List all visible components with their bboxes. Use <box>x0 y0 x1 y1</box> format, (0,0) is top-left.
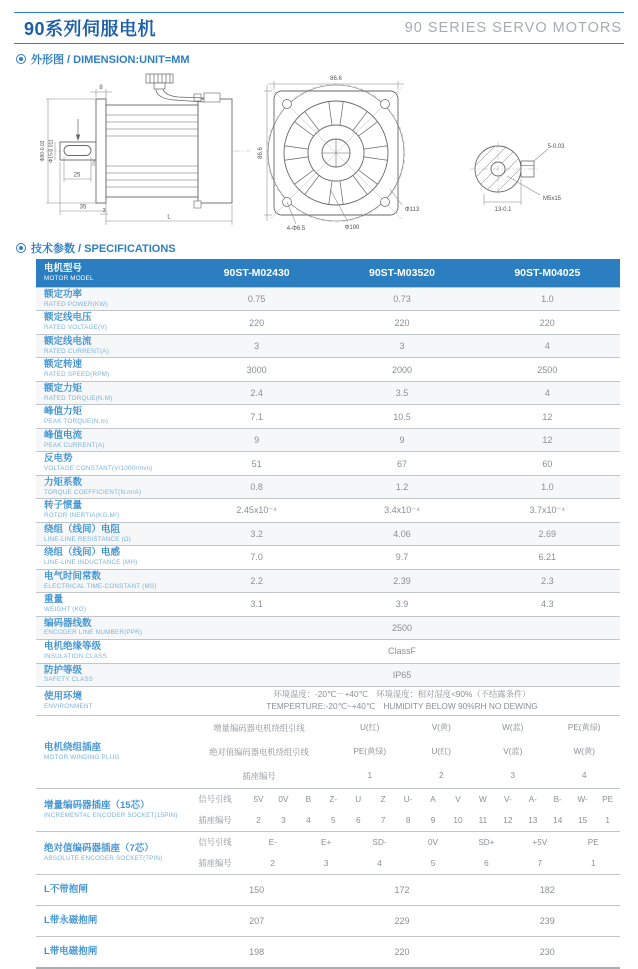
winding-row-label: 绝对值编码器电机绕组引线 <box>209 746 309 757</box>
row-label-en: MOTOR WINDING PLUG <box>44 753 120 761</box>
row-label-cn: 电机绕组插座 <box>44 741 102 753</box>
row-label-en: ABSOLUTE ENCODER SOCKET(7PIN) <box>44 854 163 862</box>
incremental-encoder-row-label: 插座编号 <box>198 815 232 826</box>
row-label-cn: 绕组（线间）电阻 <box>44 523 121 535</box>
row-label-en: LINE-LINE INDUCTANCE (MH) <box>44 559 138 567</box>
incremental-encoder-label <box>36 789 184 831</box>
spec-row <box>36 287 620 310</box>
spec-span-value: IP65 <box>392 669 412 680</box>
row-label <box>36 311 184 333</box>
incremental-encoder-value: W- <box>577 794 588 804</box>
spec-value: 7.1 <box>250 411 263 422</box>
row-label <box>36 523 184 545</box>
incremental-encoder-value: A <box>430 794 436 804</box>
spec-value: 2.3 <box>541 575 554 586</box>
absolute-encoder-row-label: 插座编号 <box>198 858 232 869</box>
model-name: 90ST-M02430 <box>223 267 290 279</box>
incremental-encoder-value: 3 <box>281 815 286 825</box>
winding-value: 2 <box>438 771 444 781</box>
absolute-encoder-value: 1 <box>590 858 596 868</box>
absolute-encoder-value: 3 <box>323 858 329 868</box>
row-label-en: ROTOR INERTIA(KG.M²) <box>44 512 120 520</box>
winding-row <box>184 740 620 764</box>
spec-span-row <box>36 616 620 639</box>
winding-row-label: 插座编号 <box>242 770 276 781</box>
spec-value: 0.75 <box>247 294 266 305</box>
model-name: 90ST-M04025 <box>514 267 581 279</box>
winding-row <box>184 716 620 740</box>
spec-table-header <box>36 259 620 287</box>
absolute-encoder-value: SD+ <box>478 837 495 847</box>
length-value: 230 <box>539 946 555 957</box>
spec-value: 60 <box>542 458 553 469</box>
winding-value: PE(黄绿) <box>567 723 601 733</box>
row-label-cn: 反电势 <box>44 453 73 465</box>
row-label-en: INSULATION CLASS <box>44 652 107 660</box>
spec-value: 7.0 <box>250 552 263 563</box>
spec-value: 9 <box>399 435 405 446</box>
incremental-encoder-value: PE <box>602 794 614 804</box>
incremental-encoder-value: 6 <box>355 815 361 825</box>
row-label-cn: 重量 <box>44 594 64 606</box>
winding-value: 4 <box>581 771 587 781</box>
incremental-encoder-value: 14 <box>553 815 563 825</box>
length-value: 172 <box>394 884 410 895</box>
winding-row-label: 增量编码器电机绕组引线 <box>213 722 305 733</box>
row-label <box>36 429 184 451</box>
row-label-cn: 绝对值编码器插座（7芯） <box>44 842 154 854</box>
row-label-en: WEIGHT (KG) <box>44 606 87 614</box>
dim-label-3a: 3 <box>91 159 96 166</box>
row-label-en: RATED SPEED(RPM) <box>44 371 110 379</box>
spec-value: 0.8 <box>250 481 263 492</box>
length-value: 229 <box>394 915 410 926</box>
spec-row <box>36 381 620 404</box>
spec-value: 12 <box>542 411 553 422</box>
row-label-en: RATED VOLTAGE(V) <box>44 324 108 332</box>
specs-heading-text: 技术参数 / SPECIFICATIONS <box>31 243 176 255</box>
spec-span-value: 2500 <box>391 622 413 633</box>
spec-row <box>36 569 620 592</box>
absolute-encoder-block <box>36 831 620 874</box>
row-label <box>36 570 184 592</box>
spec-value: 2.45x10⁻⁴ <box>236 504 277 515</box>
length-row-label <box>36 875 184 905</box>
row-label-cn: 电机绝缘等级 <box>44 641 102 653</box>
length-row <box>36 905 620 936</box>
dimension-diagram <box>18 69 624 233</box>
spec-row <box>36 404 620 427</box>
dim-label-25: 25 <box>73 172 81 179</box>
spec-value: 1.2 <box>395 481 409 492</box>
row-label <box>36 593 184 615</box>
spec-value: 2500 <box>537 364 558 375</box>
absolute-encoder-value: 6 <box>484 858 489 868</box>
spec-row <box>36 357 620 380</box>
row-label <box>36 382 184 404</box>
row-label <box>36 452 184 474</box>
row-label-en: ELECTRICAL TIME-CONSTANT (MS) <box>44 582 157 590</box>
spec-value: 3.1 <box>250 599 263 610</box>
environment-line-en: TEMPERTURE:-20℃~+40℃ HUMIDITY BELOW 90%RH NO DEWING <box>266 700 538 711</box>
row-label-cn: 额定转速 <box>44 359 83 371</box>
row-label <box>36 476 184 498</box>
spec-value: 220 <box>394 317 410 328</box>
spec-span-value: ClassF <box>387 646 416 657</box>
masthead <box>14 13 624 43</box>
motor-drawing <box>18 69 618 233</box>
masthead-rule <box>14 43 624 44</box>
row-label <box>36 499 184 521</box>
incremental-encoder-value: 13 <box>528 815 538 825</box>
row-label-cn: 使用环境 <box>44 690 83 702</box>
length-value: 182 <box>539 884 555 895</box>
spec-value: 2.2 <box>250 575 263 586</box>
spec-row <box>36 592 620 615</box>
winding-row <box>184 764 620 788</box>
dim-label-front-width: 86.6 <box>330 76 342 82</box>
row-label <box>36 640 184 662</box>
winding-value: U(红) <box>359 723 380 733</box>
absolute-encoder-row <box>184 853 620 874</box>
spec-span-row <box>36 663 620 686</box>
spec-value: 3 <box>399 341 405 352</box>
spec-value: 4 <box>544 388 550 399</box>
spec-value: 3 <box>254 341 260 352</box>
spec-value: 3.4x10⁻⁴ <box>384 504 420 515</box>
row-label-en: INCREMENTAL ENCODER SOCKET(15PIN) <box>44 811 178 819</box>
incremental-encoder-value: 5 <box>331 815 336 825</box>
spec-value: 12 <box>542 435 553 446</box>
spec-value: 3.2 <box>250 528 263 539</box>
incremental-encoder-row-label: 信号引线 <box>198 794 232 805</box>
dim-label-flange-dia: Φ80-0.03 <box>40 140 46 162</box>
spec-value: 4 <box>544 341 550 352</box>
dimension-heading-text: 外形图 / DIMENSION:UNIT=MM <box>31 54 190 66</box>
row-label-cn: 增量编码器插座（15芯） <box>44 799 150 811</box>
winding-value: V(蓝) <box>503 747 523 757</box>
row-label-cn: 额定力矩 <box>44 382 83 394</box>
absolute-encoder-value: SD- <box>372 837 387 847</box>
dim-label-outer-dia: Φ113 <box>404 207 420 213</box>
row-label-cn: 绕组（线间）电感 <box>44 547 121 559</box>
winding-value: W(蓝) <box>502 723 524 733</box>
row-label-cn: L不带抱闸 <box>44 883 88 895</box>
length-row <box>36 936 620 967</box>
row-label-en: ENVIRONMENT <box>44 702 93 710</box>
dim-label-bolt-circle: Φ100 <box>344 225 360 231</box>
dim-label-key-width: 5-0.03 <box>547 144 565 150</box>
incremental-encoder-value: 8 <box>405 815 411 825</box>
row-label-cn: 电气时间常数 <box>44 570 102 582</box>
spec-value: 6.21 <box>538 552 557 563</box>
dim-label-thread: M5x15 <box>542 196 562 202</box>
row-label-en: TORQUE COEFFICIENT(N.m/A) <box>44 488 142 496</box>
dim-label-shaft-dia: Φ15-0.011 <box>48 139 55 163</box>
spec-row <box>36 498 620 521</box>
row-label-en: SAFETY CLASS <box>44 676 94 684</box>
incremental-encoder-value: U- <box>403 794 413 804</box>
winding-value: W(黄) <box>573 747 595 757</box>
row-label-cn: 力矩系数 <box>44 476 83 488</box>
absolute-encoder-value: E+ <box>321 837 332 847</box>
incremental-encoder-value: A- <box>528 794 537 804</box>
incremental-encoder-value: 2 <box>256 815 261 825</box>
shaft-detail <box>464 131 538 205</box>
row-label-cn: 防护等级 <box>44 664 83 676</box>
incremental-encoder-value: 4 <box>306 815 311 825</box>
absolute-encoder-value: 7 <box>537 858 543 868</box>
incremental-encoder-value: 1 <box>605 815 610 825</box>
incremental-encoder-value: 5V <box>253 794 264 804</box>
page-title-en: 90 SERIES SERVO MOTORS <box>404 20 622 36</box>
incremental-encoder-value: W <box>479 794 487 804</box>
row-label <box>36 664 184 686</box>
incremental-encoder-value: B- <box>553 794 562 804</box>
page-title: 90系列伺服电机 <box>24 19 157 39</box>
dim-label-front-height: 86.6 <box>258 147 264 159</box>
incremental-encoder-value: V- <box>503 794 512 804</box>
row-label-en: PEAK CURRENT(A) <box>44 441 105 449</box>
spec-value: 0.73 <box>393 294 411 305</box>
spec-value: 3.7x10⁻⁴ <box>529 504 566 515</box>
incremental-encoder-value: U <box>355 794 362 804</box>
spec-value: 2.4 <box>250 388 263 399</box>
incremental-encoder-value: 9 <box>430 815 436 825</box>
absolute-encoder-value: 2 <box>270 858 275 868</box>
environment-values <box>184 687 620 715</box>
incremental-encoder-value: 10 <box>453 815 463 825</box>
length-value: 198 <box>249 946 265 957</box>
spec-row <box>36 334 620 357</box>
environment-row <box>36 686 620 715</box>
incremental-encoder-block <box>36 788 620 831</box>
spec-row <box>36 522 620 545</box>
row-label-en: PEAK TORQUE(N.m) <box>44 418 109 426</box>
row-label <box>36 288 184 310</box>
spec-value: 3000 <box>246 364 267 375</box>
spec-row <box>36 451 620 474</box>
absolute-encoder-value: 4 <box>377 858 382 868</box>
incremental-encoder-row <box>184 789 620 810</box>
spec-value: 67 <box>396 458 407 469</box>
front-view <box>267 84 405 222</box>
row-label-cn: 峰值电流 <box>44 429 83 441</box>
incremental-encoder-value: V <box>455 794 461 804</box>
row-label-cn: 额定功率 <box>44 289 83 300</box>
row-label-en: VOLTAGE CONSTANT(V/1000r/min) <box>44 465 153 473</box>
spec-value: 9.7 <box>395 552 409 563</box>
incremental-encoder-value: 15 <box>578 815 588 825</box>
row-label <box>36 405 184 427</box>
environment-line-cn: 环境温度：-20℃－+40℃ 环境湿度：相对湿度<90%（不结露条件） <box>273 689 531 700</box>
dim-label-3b: 3 <box>102 208 106 214</box>
dim-label-35: 35 <box>79 204 87 211</box>
absolute-encoder-value: 5 <box>430 858 436 868</box>
incremental-encoder-value: Z <box>380 794 386 804</box>
dim-label-L: L <box>167 214 171 221</box>
spec-value: 51 <box>251 458 262 469</box>
section-bullet-icon <box>16 54 26 64</box>
spec-value: 4.3 <box>541 599 554 610</box>
absolute-encoder-value: 0V <box>427 837 438 847</box>
incremental-encoder-row <box>184 810 620 831</box>
absolute-encoder-value: PE <box>587 837 599 847</box>
spec-value: 4.06 <box>393 528 411 539</box>
row-label-en: LINE-LINE RESISTANCE (Ω) <box>44 535 132 543</box>
incremental-encoder-rows <box>184 789 620 831</box>
length-value: 150 <box>249 884 265 895</box>
row-label-cn: 编码器线数 <box>44 617 92 629</box>
incremental-encoder-value: 0V <box>278 794 289 804</box>
winding-value: PE(黄绿) <box>353 747 387 757</box>
row-label-cn: L带电磁抱闸 <box>44 945 98 957</box>
spec-row <box>36 545 620 568</box>
spec-value: 1.0 <box>541 481 554 492</box>
absolute-encoder-label <box>36 832 184 874</box>
spec-value: 220 <box>249 317 265 328</box>
specs-section-heading <box>16 240 624 256</box>
spec-row <box>36 428 620 451</box>
side-view <box>46 74 250 208</box>
row-label-en: MOTOR MODEL <box>44 274 94 282</box>
incremental-encoder-value: Z- <box>329 794 338 804</box>
row-label-en: RATED CURRENT(A) <box>44 347 110 355</box>
row-label-en: ENCODER LINE NUMBER(PPR) <box>44 629 143 637</box>
length-value: 220 <box>394 946 410 957</box>
spec-value: 3.5 <box>395 388 409 399</box>
spec-value: 10.5 <box>393 411 411 422</box>
absolute-encoder-value: +5V <box>532 837 548 847</box>
spec-value: 2.39 <box>393 575 411 586</box>
length-row-label <box>36 937 184 967</box>
row-label-cn: 峰值力矩 <box>44 406 83 418</box>
incremental-encoder-value: 12 <box>503 815 513 825</box>
incremental-encoder-value: 11 <box>478 815 488 825</box>
spec-value: 2.69 <box>538 528 557 539</box>
winding-rows <box>184 716 620 788</box>
spec-value: 3.9 <box>395 599 409 610</box>
winding-value: V(黄) <box>431 723 451 733</box>
length-row-label <box>36 906 184 936</box>
absolute-encoder-row <box>184 832 620 853</box>
spec-row <box>36 475 620 498</box>
section-bullet-icon <box>16 243 26 253</box>
spec-value: 2000 <box>391 364 412 375</box>
absolute-encoder-row-label: 信号引线 <box>198 837 232 848</box>
incremental-encoder-value: B <box>305 794 312 804</box>
row-label-cn: 电机型号 <box>44 262 83 274</box>
absolute-encoder-value: E- <box>268 837 277 847</box>
length-value: 207 <box>249 915 265 926</box>
dim-label-8: 8 <box>99 85 103 91</box>
incremental-encoder-value: 7 <box>380 815 386 825</box>
row-label <box>36 358 184 380</box>
row-label-cn: 额定线电压 <box>44 312 92 324</box>
row-label-cn: 额定线电流 <box>44 335 92 347</box>
row-label-en: RATED POWER(KW) <box>44 300 108 308</box>
dim-label-key-depth: 13-0.1 <box>494 207 512 213</box>
length-row <box>36 874 620 905</box>
row-label-cn: L带永磁抱闸 <box>44 914 98 926</box>
row-label <box>36 546 184 568</box>
model-name: 90ST-M03520 <box>369 267 435 279</box>
environment-label <box>36 687 184 715</box>
spec-row <box>36 310 620 333</box>
row-label <box>36 617 184 639</box>
spec-span-row <box>36 639 620 662</box>
winding-block <box>36 715 620 788</box>
row-label <box>36 335 184 357</box>
dimension-section-heading <box>16 51 624 67</box>
length-value: 239 <box>539 915 555 926</box>
spec-table <box>36 259 620 969</box>
row-label-en: RATED TORQUE(N.M) <box>44 394 113 402</box>
spec-value: 220 <box>539 317 555 328</box>
winding-value: 3 <box>510 771 516 781</box>
winding-value: 1 <box>367 771 373 781</box>
spec-value: 1.0 <box>541 294 554 305</box>
dim-label-holes: 4-Φ6.5 <box>286 226 306 232</box>
winding-value: U(红) <box>431 747 452 757</box>
spec-value: 9 <box>254 435 260 446</box>
model-label <box>36 259 184 287</box>
winding-label <box>36 716 184 788</box>
absolute-encoder-rows <box>184 832 620 874</box>
row-label-cn: 转子惯量 <box>44 500 83 512</box>
